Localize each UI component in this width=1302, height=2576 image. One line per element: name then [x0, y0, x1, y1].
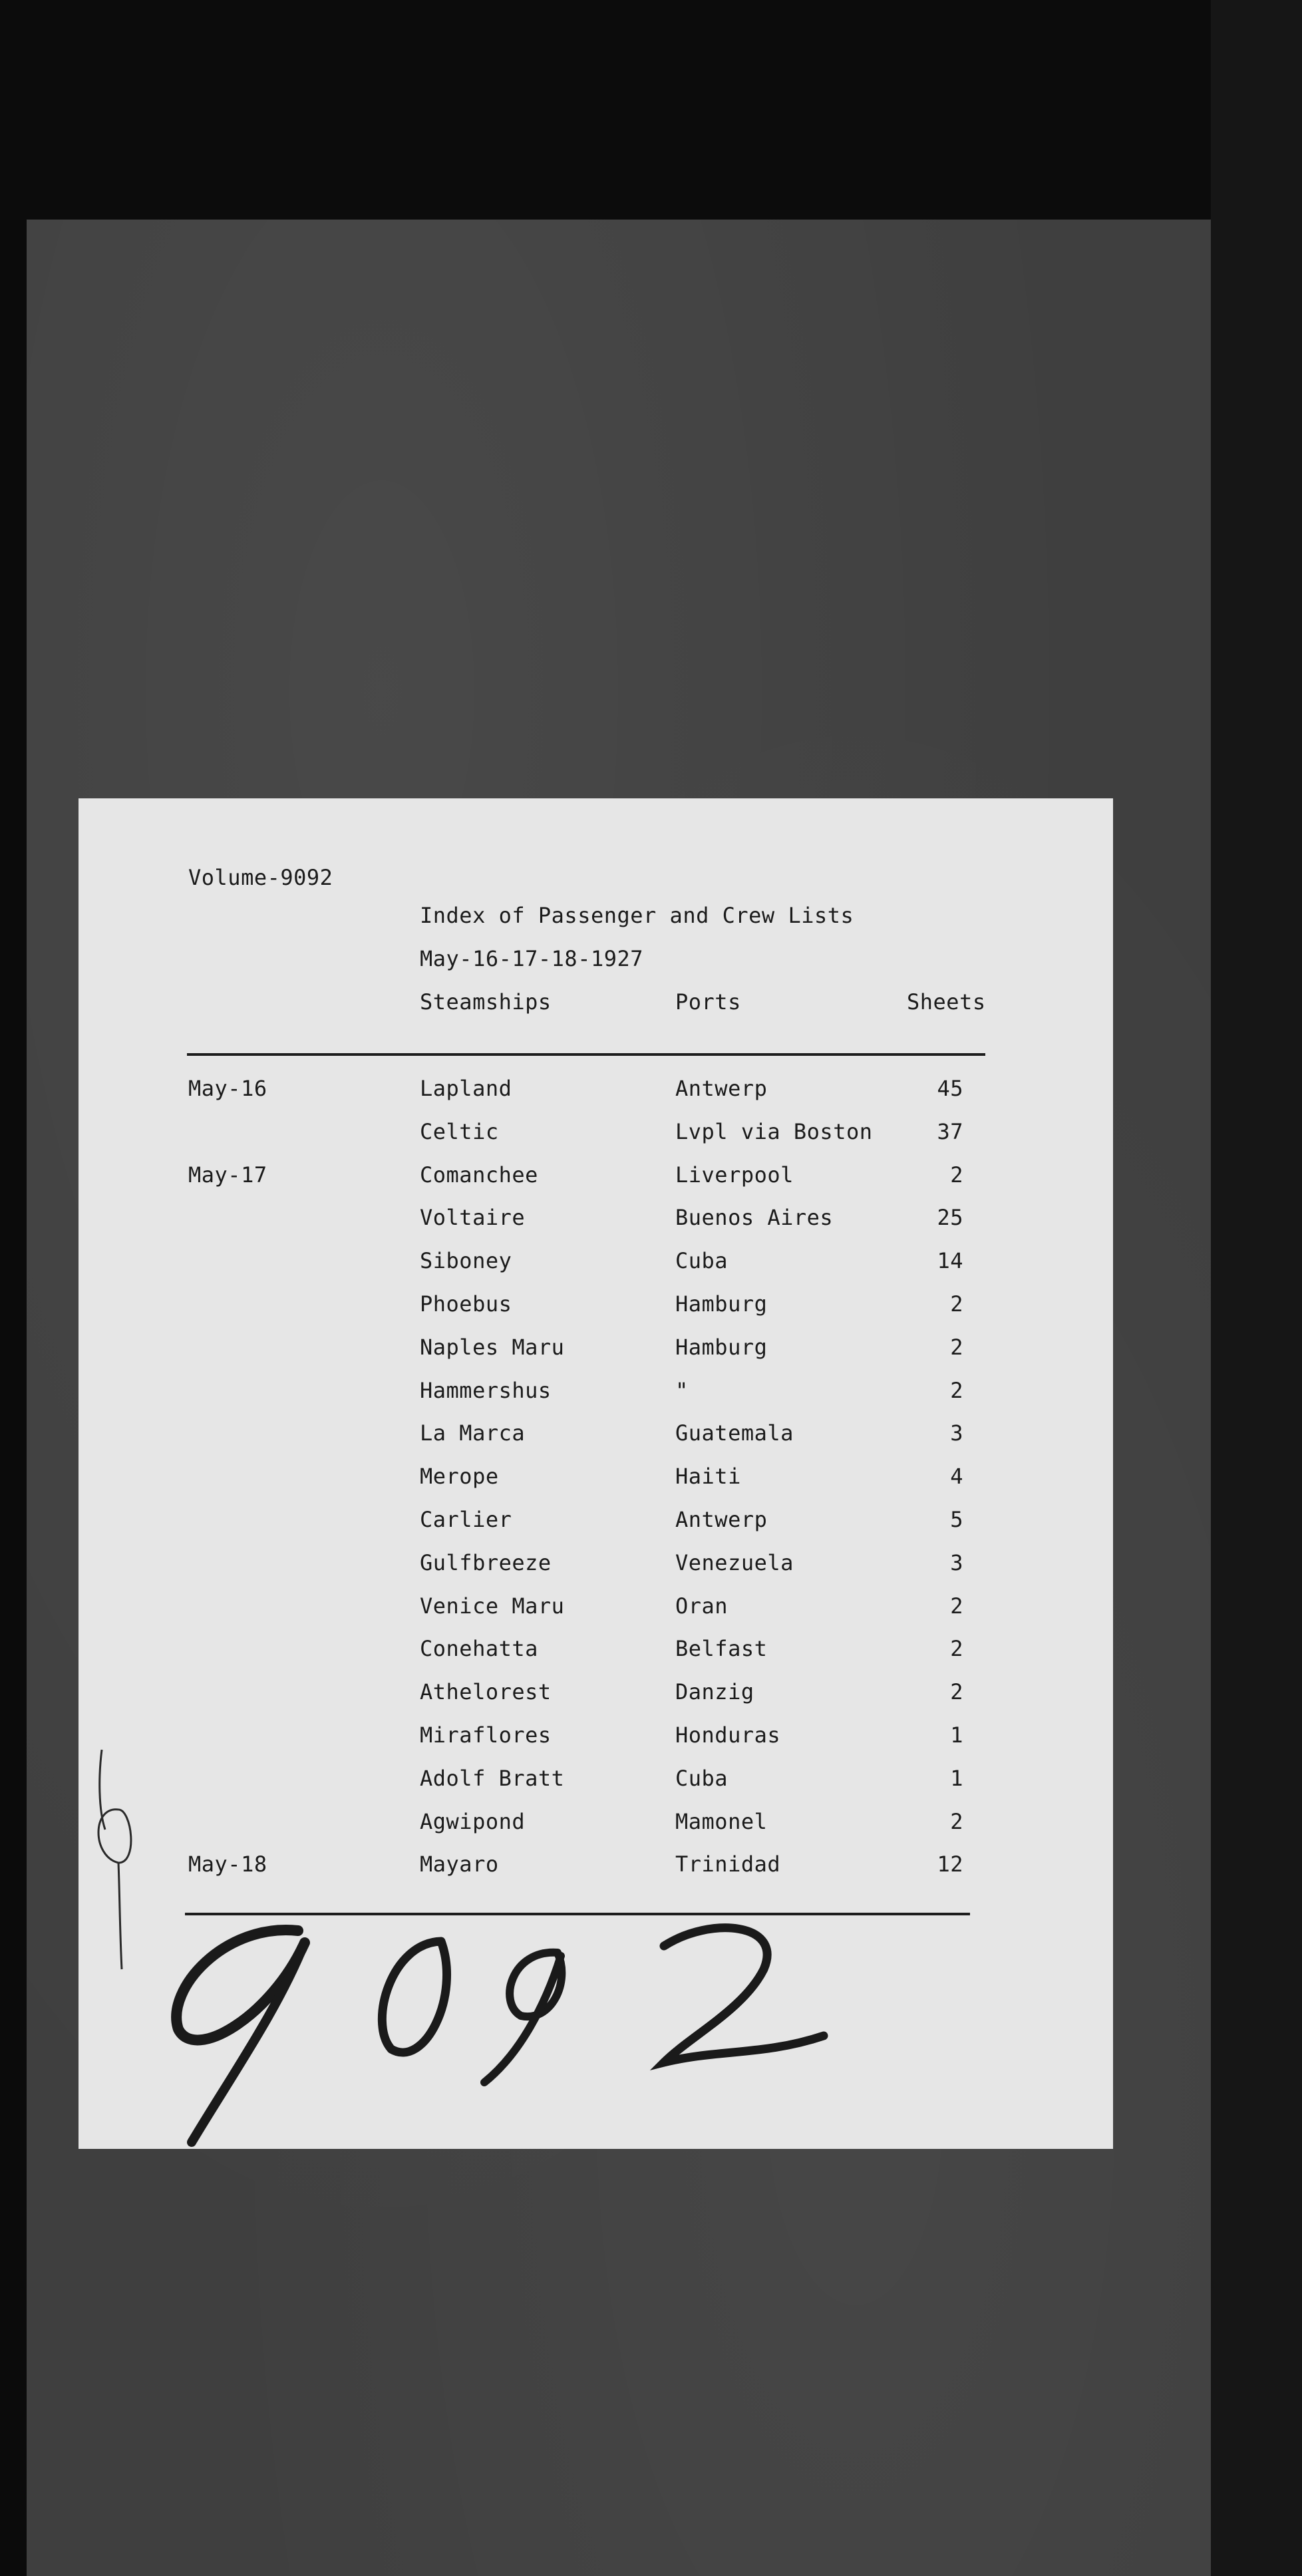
header-steamships: Steamships: [420, 989, 552, 1015]
row-port: ": [675, 1378, 689, 1403]
row-port: Trinidad: [675, 1852, 781, 1877]
scan-top-border: [0, 0, 1211, 220]
row-sheets: 2: [950, 1593, 963, 1619]
document-title: Index of Passenger and Crew Lists: [420, 903, 854, 928]
row-port: Hamburg: [675, 1335, 768, 1360]
handwritten-volume-number: [79, 798, 1113, 2149]
row-steamship: Hammershus: [420, 1378, 552, 1403]
row-date: May-18: [188, 1852, 267, 1877]
row-port: Cuba: [675, 1248, 729, 1273]
row-steamship: Miraflores: [420, 1722, 552, 1748]
row-port: Cuba: [675, 1766, 729, 1791]
row-port: Danzig: [675, 1679, 754, 1704]
row-sheets: 1: [950, 1766, 963, 1791]
scan-right-edge: [1211, 0, 1302, 2576]
row-steamship: Adolf Bratt: [420, 1766, 565, 1791]
row-port: Guatemala: [675, 1420, 794, 1446]
row-port: Antwerp: [675, 1076, 768, 1101]
row-port: Antwerp: [675, 1507, 768, 1532]
index-sheet: [79, 798, 1113, 2149]
row-sheets: 2: [950, 1162, 963, 1188]
row-steamship: Conehatta: [420, 1636, 538, 1661]
row-steamship: Voltaire: [420, 1205, 526, 1230]
row-sheets: 5: [950, 1507, 963, 1532]
row-port: Buenos Aires: [675, 1205, 834, 1230]
row-steamship: Lapland: [420, 1076, 512, 1101]
row-sheets: 25: [937, 1205, 963, 1230]
row-port: Haiti: [675, 1464, 741, 1489]
row-sheets: 2: [950, 1636, 963, 1661]
row-port: Lvpl via Boston: [675, 1119, 873, 1144]
row-sheets: 3: [950, 1420, 963, 1446]
header-sheets: Sheets: [907, 989, 986, 1015]
row-sheets: 2: [950, 1378, 963, 1403]
row-sheets: 45: [937, 1076, 963, 1101]
row-sheets: 2: [950, 1291, 963, 1317]
row-date: May-16: [188, 1076, 267, 1101]
header-ports: Ports: [675, 989, 741, 1015]
row-steamship: Comanchee: [420, 1162, 538, 1188]
row-steamship: Merope: [420, 1464, 499, 1489]
row-port: Hamburg: [675, 1291, 768, 1317]
row-port: Belfast: [675, 1636, 768, 1661]
row-steamship: Agwipond: [420, 1809, 526, 1834]
row-date: May-17: [188, 1162, 267, 1188]
row-port: Honduras: [675, 1722, 781, 1748]
row-steamship: La Marca: [420, 1420, 526, 1446]
row-port: Mamonel: [675, 1809, 768, 1834]
row-sheets: 2: [950, 1335, 963, 1360]
row-steamship: Celtic: [420, 1119, 499, 1144]
row-port: Liverpool: [675, 1162, 794, 1188]
row-sheets: 37: [937, 1119, 963, 1144]
row-sheets: 2: [950, 1679, 963, 1704]
volume-label: Volume-9092: [188, 865, 333, 890]
row-sheets: 4: [950, 1464, 963, 1489]
row-sheets: 1: [950, 1722, 963, 1748]
row-sheets: 3: [950, 1550, 963, 1575]
row-steamship: Carlier: [420, 1507, 512, 1532]
row-sheets: 2: [950, 1809, 963, 1834]
row-steamship: Siboney: [420, 1248, 512, 1273]
document-dates: May-16-17-18-1927: [420, 946, 644, 971]
row-steamship: Athelorest: [420, 1679, 552, 1704]
row-port: Venezuela: [675, 1550, 794, 1575]
row-sheets: 12: [937, 1852, 963, 1877]
row-steamship: Gulfbreeze: [420, 1550, 552, 1575]
row-steamship: Mayaro: [420, 1852, 499, 1877]
row-steamship: Venice Maru: [420, 1593, 565, 1619]
row-steamship: Phoebus: [420, 1291, 512, 1317]
row-sheets: 14: [937, 1248, 963, 1273]
row-steamship: Naples Maru: [420, 1335, 565, 1360]
row-port: Oran: [675, 1593, 729, 1619]
